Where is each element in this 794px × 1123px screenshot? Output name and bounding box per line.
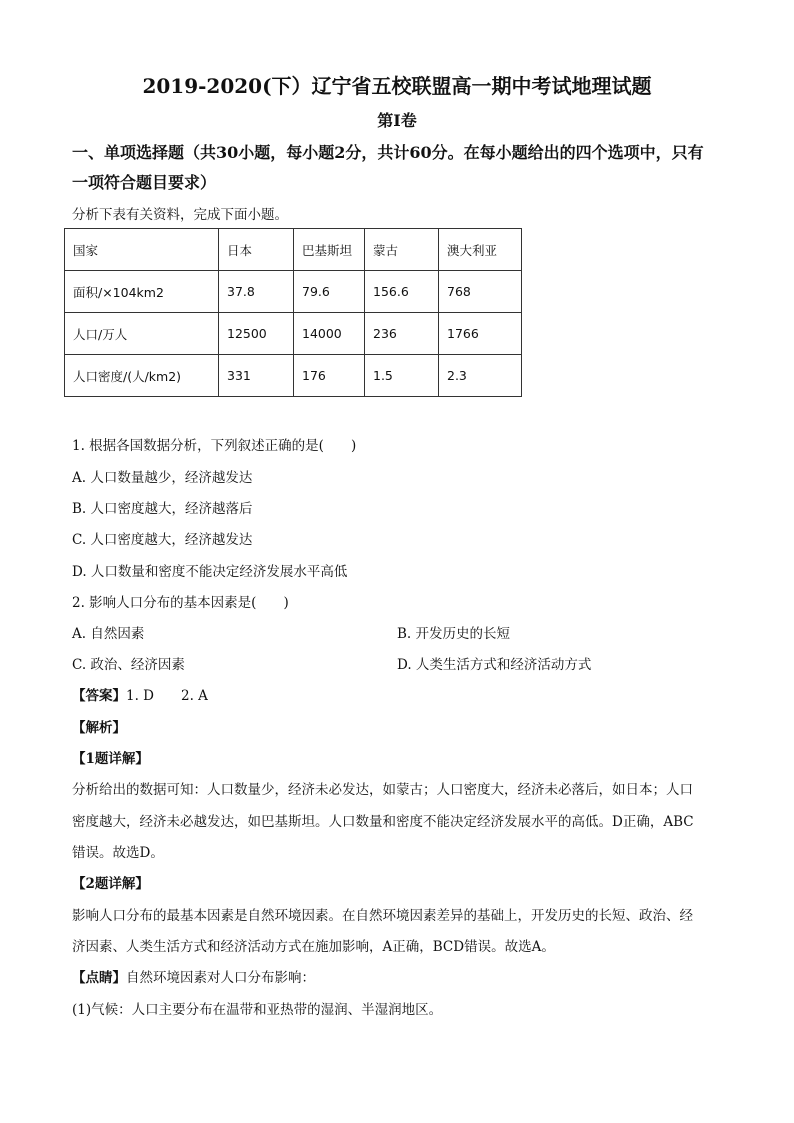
question-2-option-c: C. 政治、经济因素 — [72, 657, 185, 673]
point-text: 自然环境因素对人口分布影响： — [126, 970, 315, 986]
table-cell: 236 — [365, 313, 439, 355]
table-cell: 1766 — [439, 313, 522, 355]
table-row — [65, 271, 522, 313]
detail-2-label: 【2题详解】 — [72, 876, 149, 892]
question-1-stem: 1. 根据各国数据分析，下列叙述正确的是( ) — [72, 438, 357, 454]
detail-2-line: 影响人口分布的最基本因素是自然环境因素。在自然环境因素差异的基础上，开发历史的长短、政治、经 — [72, 908, 693, 924]
question-2-option-a: A. 自然因素 — [72, 626, 145, 642]
question-2-option-d: D. 人类生活方式和经济活动方式 — [397, 657, 592, 673]
table-cell: 人口密度/(人/km2) — [65, 355, 219, 397]
climate-line: (1)气候：人口主要分布在温带和亚热带的湿润、半湿润地区。 — [72, 1002, 443, 1018]
question-1-option-b: B. 人口密度越大，经济越落后 — [72, 501, 253, 517]
table-cell: 面积/×104km2 — [65, 271, 219, 313]
question-2-stem: 2. 影响人口分布的基本因素是( ) — [72, 595, 289, 611]
question-1-option-c: C. 人口密度越大，经济越发达 — [72, 532, 253, 548]
analysis-label: 【解析】 — [72, 720, 126, 736]
detail-1-label: 【1题详解】 — [72, 751, 149, 767]
volume-label: 第Ⅰ卷 — [377, 111, 417, 130]
table-header-cell: 澳大利亚 — [439, 229, 522, 271]
table-cell: 1.5 — [365, 355, 439, 397]
point-line — [72, 966, 315, 986]
table-header-cell: 日本 — [219, 229, 294, 271]
page-title: 2019-2020(下）辽宁省五校联盟高一期中考试地理试题 — [142, 74, 652, 98]
table-cell: 人口/万人 — [65, 313, 219, 355]
table-row — [65, 355, 522, 397]
intro-text: 分析下表有关资料，完成下面小题。 — [72, 207, 288, 223]
table-cell: 768 — [439, 271, 522, 313]
country-data-table — [64, 228, 522, 397]
answer-text: 1. D 2. A — [126, 688, 208, 704]
question-1-option-d: D. 人口数量和密度不能决定经济发展水平高低 — [72, 564, 348, 580]
detail-1-line: 分析给出的数据可知：人口数量少，经济未必发达，如蒙古；人口密度大，经济未必落后，如日本；人口 — [72, 782, 693, 798]
table-cell: 156.6 — [365, 271, 439, 313]
table-header-cell: 国家 — [65, 229, 219, 271]
table-header-cell: 蒙古 — [365, 229, 439, 271]
answer-line — [72, 684, 208, 704]
detail-2-line: 济因素、人类生活方式和经济活动方式在施加影响，A正确，BCD错误。故选A。 — [72, 939, 555, 955]
answer-label: 【答案】 — [72, 688, 126, 704]
detail-1-line: 密度越大，经济未必越发达，如巴基斯坦。人口数量和密度不能决定经济发展水平的高低。D正确，ABC — [72, 814, 694, 830]
table-cell: 2.3 — [439, 355, 522, 397]
question-1-option-a: A. 人口数量越少，经济越发达 — [72, 470, 253, 486]
table-cell: 12500 — [219, 313, 294, 355]
table-cell: 176 — [294, 355, 365, 397]
table-cell: 14000 — [294, 313, 365, 355]
table-cell: 79.6 — [294, 271, 365, 313]
table-header-cell: 巴基斯坦 — [294, 229, 365, 271]
point-label: 【点睛】 — [72, 970, 126, 986]
table-cell: 331 — [219, 355, 294, 397]
table-row — [65, 313, 522, 355]
question-2-option-b: B. 开发历史的长短 — [397, 626, 511, 642]
section-heading-line2: 一项符合题目要求） — [72, 173, 217, 192]
table-cell: 37.8 — [219, 271, 294, 313]
section-heading-line1: 一、单项选择题（共30小题，每小题2分，共计60分。在每小题给出的四个选项中，只有 — [72, 143, 704, 162]
detail-1-line: 错误。故选D。 — [72, 845, 164, 861]
table-header-row — [65, 229, 522, 271]
